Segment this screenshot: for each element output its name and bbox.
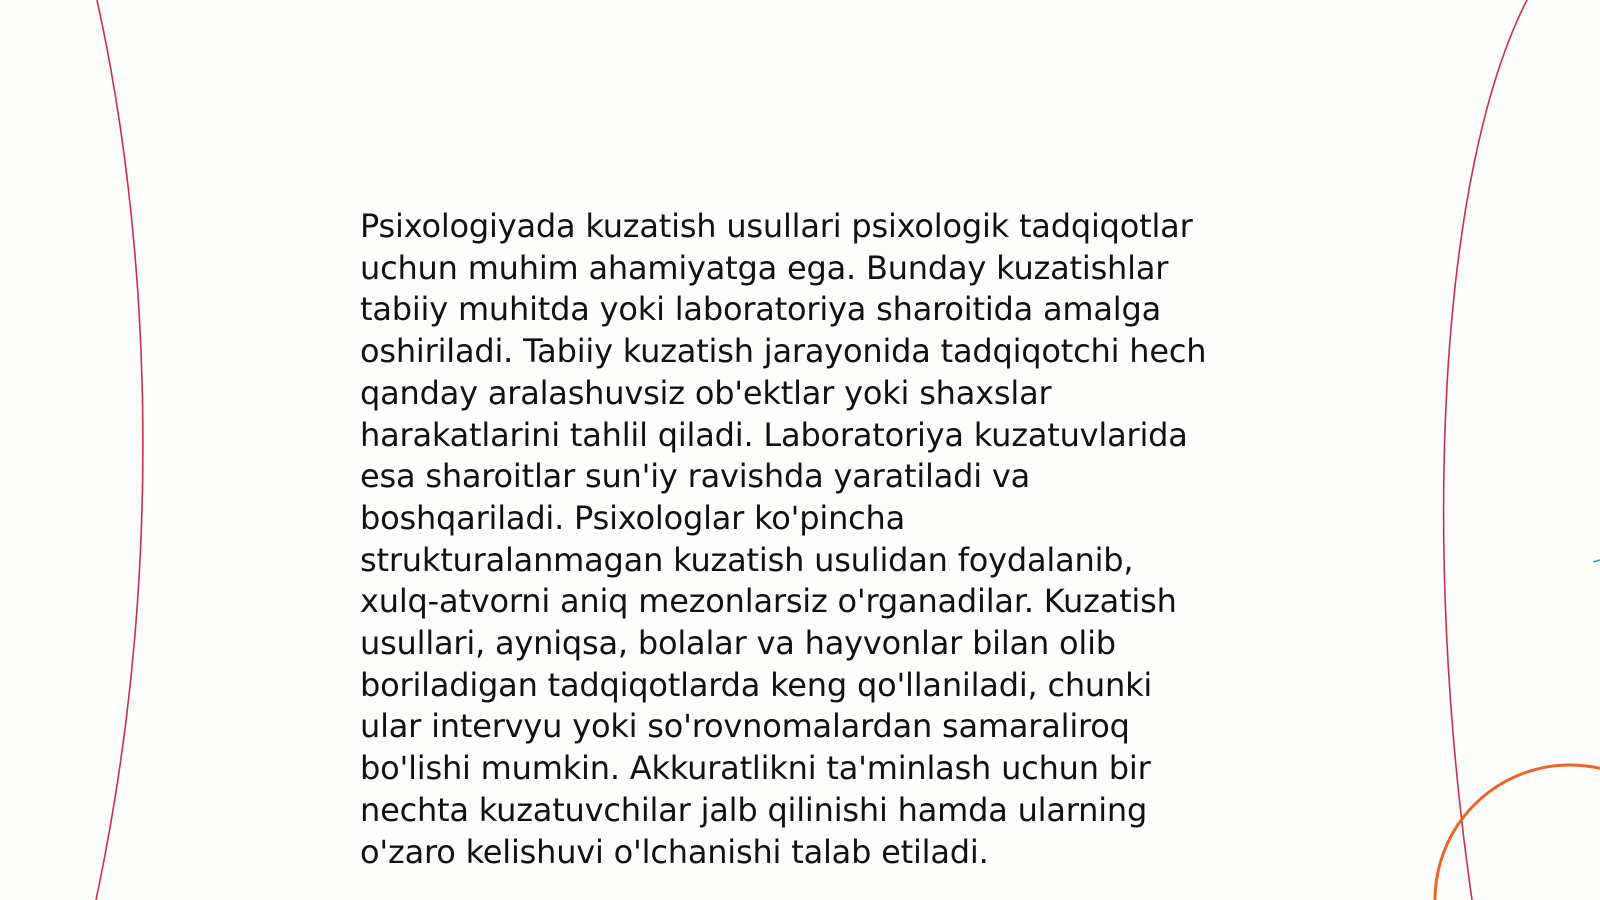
paragraph-line: o'zaro kelishuvi o'lchanishi talab etiladi. — [360, 832, 989, 871]
paragraph-line: uchun muhim ahamiyatga ega. Bunday kuzatishlar — [360, 248, 1169, 287]
left-decor-curve — [96, 0, 143, 900]
body-paragraph — [360, 206, 1260, 873]
paragraph-line: harakatlarini tahlil qiladi. Laboratoriya kuzatuvlarida — [360, 415, 1188, 454]
paragraph-line: ular intervyu yoki so'rovnomalardan samaraliroq — [360, 707, 1130, 746]
paragraph-line: nechta kuzatuvchilar jalb qilinishi hamda ularning — [360, 790, 1148, 829]
paragraph-line: tabiiy muhitda yoki laboratoriya sharoitida amalga — [360, 290, 1162, 329]
paragraph-line: bo'lishi mumkin. Akkuratlikni ta'minlash uchun bir — [360, 749, 1151, 788]
paragraph-line: qanday aralashuvsiz ob'ektlar yoki shaxslar — [360, 373, 1052, 412]
paragraph-line: esa sharoitlar sun'iy ravishda yaratiladi va — [360, 457, 1031, 496]
orange-decor-circle — [1435, 765, 1600, 900]
paragraph-line: Psixologiyada kuzatish usullari psixologik tadqiqotlar — [360, 207, 1193, 245]
paragraph-line: strukturalanmagan kuzatish usulidan foydalanib, — [360, 540, 1134, 579]
paragraph-line: boriladigan tadqiqotlarda keng qo'llaniladi, chunki — [360, 665, 1153, 704]
paragraph-line: xulq-atvorni aniq mezonlarsiz o'rganadilar. Kuzatish — [360, 582, 1177, 621]
paragraph-line: boshqariladi. Psixologlar ko'pincha — [360, 498, 906, 537]
paragraph-line: oshiriladi. Tabiiy kuzatish jarayonida tadqiqotchi hech — [360, 332, 1207, 371]
right-decor-curve — [1444, 0, 1527, 900]
paragraph-line: usullari, ayniqsa, bolalar va hayvonlar bilan olib — [360, 624, 1116, 663]
small-blue-accent-mark — [1593, 560, 1600, 562]
